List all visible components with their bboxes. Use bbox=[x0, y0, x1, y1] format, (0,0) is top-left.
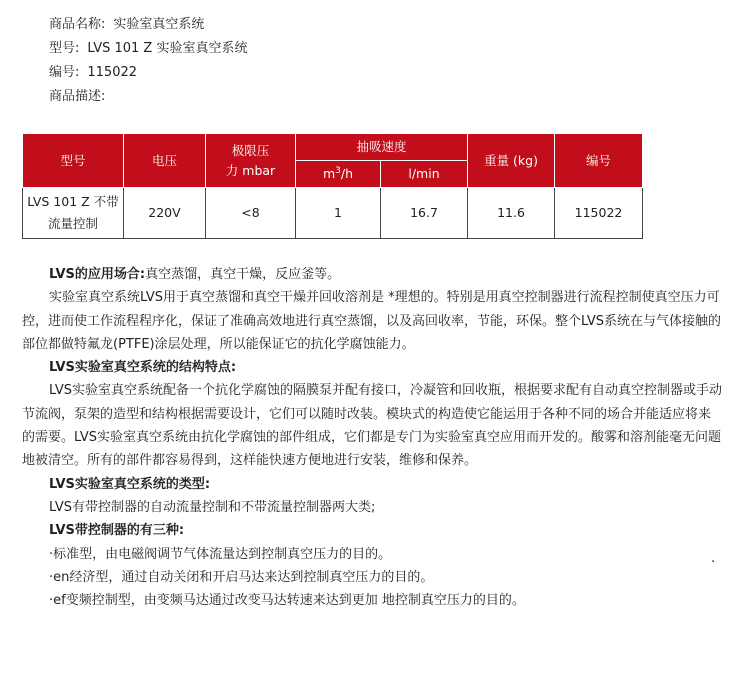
cell-voltage: 220V bbox=[124, 188, 206, 239]
header-limit-pressure-line1: 极限压 bbox=[231, 142, 270, 158]
header-weight: 重量 (kg) bbox=[468, 134, 555, 188]
code-value: 115022 bbox=[87, 65, 138, 80]
header-limit-pressure bbox=[206, 134, 296, 188]
structure-paragraph: LVS实验室真空系统配备一个抗化学腐蚀的隔膜泵并配有接口，冷凝管和回收瓶，根据要求配有自动真空控制器或手动节流阀，泵架的造型和结构根据需要设计，它们可以随时改装。模块式的构造使它能运用于各种不同的场合并能适应将来的需要。LVS实验室真空系统由抗化学腐蚀的部件组成，它们都是专门为实验室真空应用而开发的。酸雾和溶剂能毫无问题地被清空。所有的部件都容易得到，这样能快速方便地进行安装，维修和保养。 bbox=[22, 383, 722, 469]
code-line bbox=[49, 65, 137, 81]
model-value: LVS 101 Z 实验室真空系统 bbox=[87, 41, 248, 56]
description-label: 商品描述: bbox=[49, 89, 106, 104]
model-label: 型号: bbox=[49, 41, 80, 56]
stray-dot: · bbox=[711, 555, 716, 570]
types-title: LVS实验室真空系统的类型: bbox=[49, 476, 211, 492]
cell-code: 115022 bbox=[555, 188, 643, 239]
cell-limit-pressure: <8 bbox=[206, 188, 296, 239]
intro-paragraph: 实验室真空系统LVS用于真空蒸馏和真空干燥并回收溶剂是 *理想的。特别是用真空控制器进行流程控制使真空压力可控，进而使工作流程程序化，保证了准确高效地进行真空蒸馏，以及高回收率，节能，环保。整个LVS系统在与气体接触的部位都做特氟龙(PTFE)涂层处理，所以能保证它的抗化学腐蚀能力。 bbox=[22, 290, 721, 352]
header-speed-lmin: l/min bbox=[381, 161, 468, 188]
header-code: 编号 bbox=[555, 134, 643, 188]
product-name-label: 商品名称: bbox=[49, 17, 106, 32]
application-text: 真空蒸馏，真空干燥，反应釜等。 bbox=[145, 267, 341, 282]
model-line bbox=[49, 41, 247, 57]
table-row bbox=[23, 188, 643, 239]
header-pumping-speed: 抽吸速度 bbox=[296, 134, 468, 161]
spec-table bbox=[22, 133, 643, 239]
list-item: ·标准型，由电磁阀调节气体流量达到控制真空压力的目的。 bbox=[49, 546, 392, 562]
cell-speed-m3h: 1 bbox=[296, 188, 381, 239]
cell-speed-lmin: 16.7 bbox=[381, 188, 468, 239]
description-body bbox=[22, 263, 722, 612]
controller-types-title: LVS带控制器的有三种: bbox=[49, 523, 185, 539]
cell-weight: 11.6 bbox=[468, 188, 555, 239]
header-voltage: 电压 bbox=[124, 134, 206, 188]
list-item: ·ef变频控制型，由变频马达通过改变马达转速来达到更加 地控制真空压力的目的。 bbox=[49, 593, 525, 609]
types-text: LVS有带控制器的自动流量控制和不带流量控制器两大类; bbox=[49, 499, 376, 515]
product-name-value: 实验室真空系统 bbox=[113, 17, 205, 32]
header-limit-pressure-line2: 力 mbar bbox=[225, 162, 276, 178]
product-name-line bbox=[49, 17, 204, 33]
header-model: 型号 bbox=[23, 134, 124, 188]
cell-model: LVS 101 Z 不带流量控制 bbox=[23, 188, 124, 239]
application-line bbox=[22, 263, 722, 286]
list-item: ·en经济型，通过自动关闭和开启马达来达到控制真空压力的目的。 bbox=[49, 569, 434, 585]
header-speed-m3h: $m^3/h$ bbox=[296, 161, 381, 188]
application-title: LVS的应用场合: bbox=[49, 267, 146, 282]
structure-title: LVS实验室真空系统的结构特点: bbox=[49, 360, 237, 376]
code-label: 编号: bbox=[49, 65, 80, 80]
